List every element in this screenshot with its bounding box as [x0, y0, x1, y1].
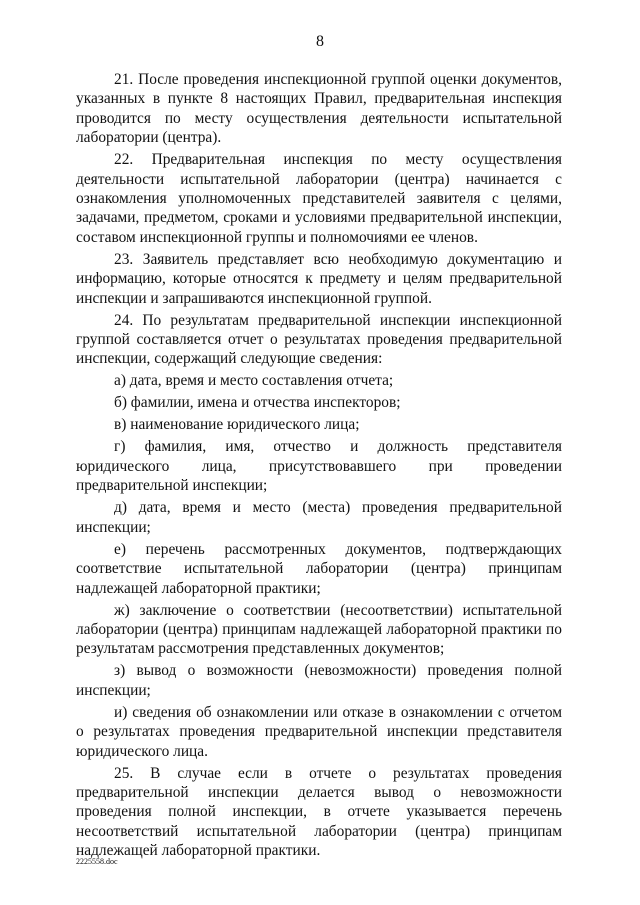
paragraph-22: 22. Предварительная инспекция по месту осуществления деятельности испытательной лаборатории (центра) начинается с ознакомления уполномоченных представителей заявителя с целями, задачами, предметом, сроками и условиями предварительной инспекции, составом инспекционной группы и полномочиями ее членов. — [76, 151, 562, 246]
document-body — [76, 70, 562, 863]
page-number: 8 — [316, 33, 324, 50]
list-item-a: а) дата, время и место составления отчета; — [114, 372, 394, 390]
list-item-d: д) дата, время и место (места) проведения предварительной инспекции; — [76, 499, 562, 536]
file-name-footer: 2225558.doc — [76, 857, 118, 866]
paragraph-23: 23. Заявитель представляет всю необходимую документацию и информацию, которые относятся к предмету и целям предварительной инспекции и запрашиваются инспекционной группой. — [76, 250, 562, 307]
list-item-z: з) вывод о возможности (невозможности) проведения полной инспекции; — [76, 662, 562, 699]
list-item-g: г) фамилия, имя, отчество и должность представителя юридического лица, присутствовавшего при проведении предварительной инспекции; — [76, 438, 562, 495]
list-item-e: е) перечень рассмотренных документов, подтверждающих соответствие испытательной лаборатории (центра) принципам надлежащей лабораторной практики; — [76, 540, 562, 597]
paragraph-24: 24. По результатам предварительной инспекции инспекционной группой составляется отчет о результатах проведения предварительной инспекции, содержащий следующие сведения: — [76, 311, 562, 368]
paragraph-25: 25. В случае если в отчете о результатах проведения предварительной инспекции делается вывод о невозможности проведения полной инспекции, в отчете указывается перечень несоответствий испытательной лаборатории (центра) принципам надлежащей лабораторной практики. — [76, 764, 562, 860]
paragraph-21: 21. После проведения инспекционной группой оценки документов, указанных в пункте 8 настоящих Правил, предварительная инспекция проводится по месту осуществления деятельности испытательной лаборатории (центра). — [76, 71, 562, 147]
list-item-v: в) наименование юридического лица; — [114, 416, 360, 434]
list-item-i: и) сведения об ознакомлении или отказе в ознакомлении с отчетом о результатах проведения предварительной инспекции представителя юридического лица. — [76, 703, 562, 760]
list-item-b: б) фамилии, имена и отчества инспекторов; — [114, 394, 401, 412]
list-item-zh: ж) заключение о соответствии (несоответствии) испытательной лаборатории (центра) принципам надлежащей лабораторной практики по результатам рассмотрения представленных документов; — [76, 601, 562, 658]
